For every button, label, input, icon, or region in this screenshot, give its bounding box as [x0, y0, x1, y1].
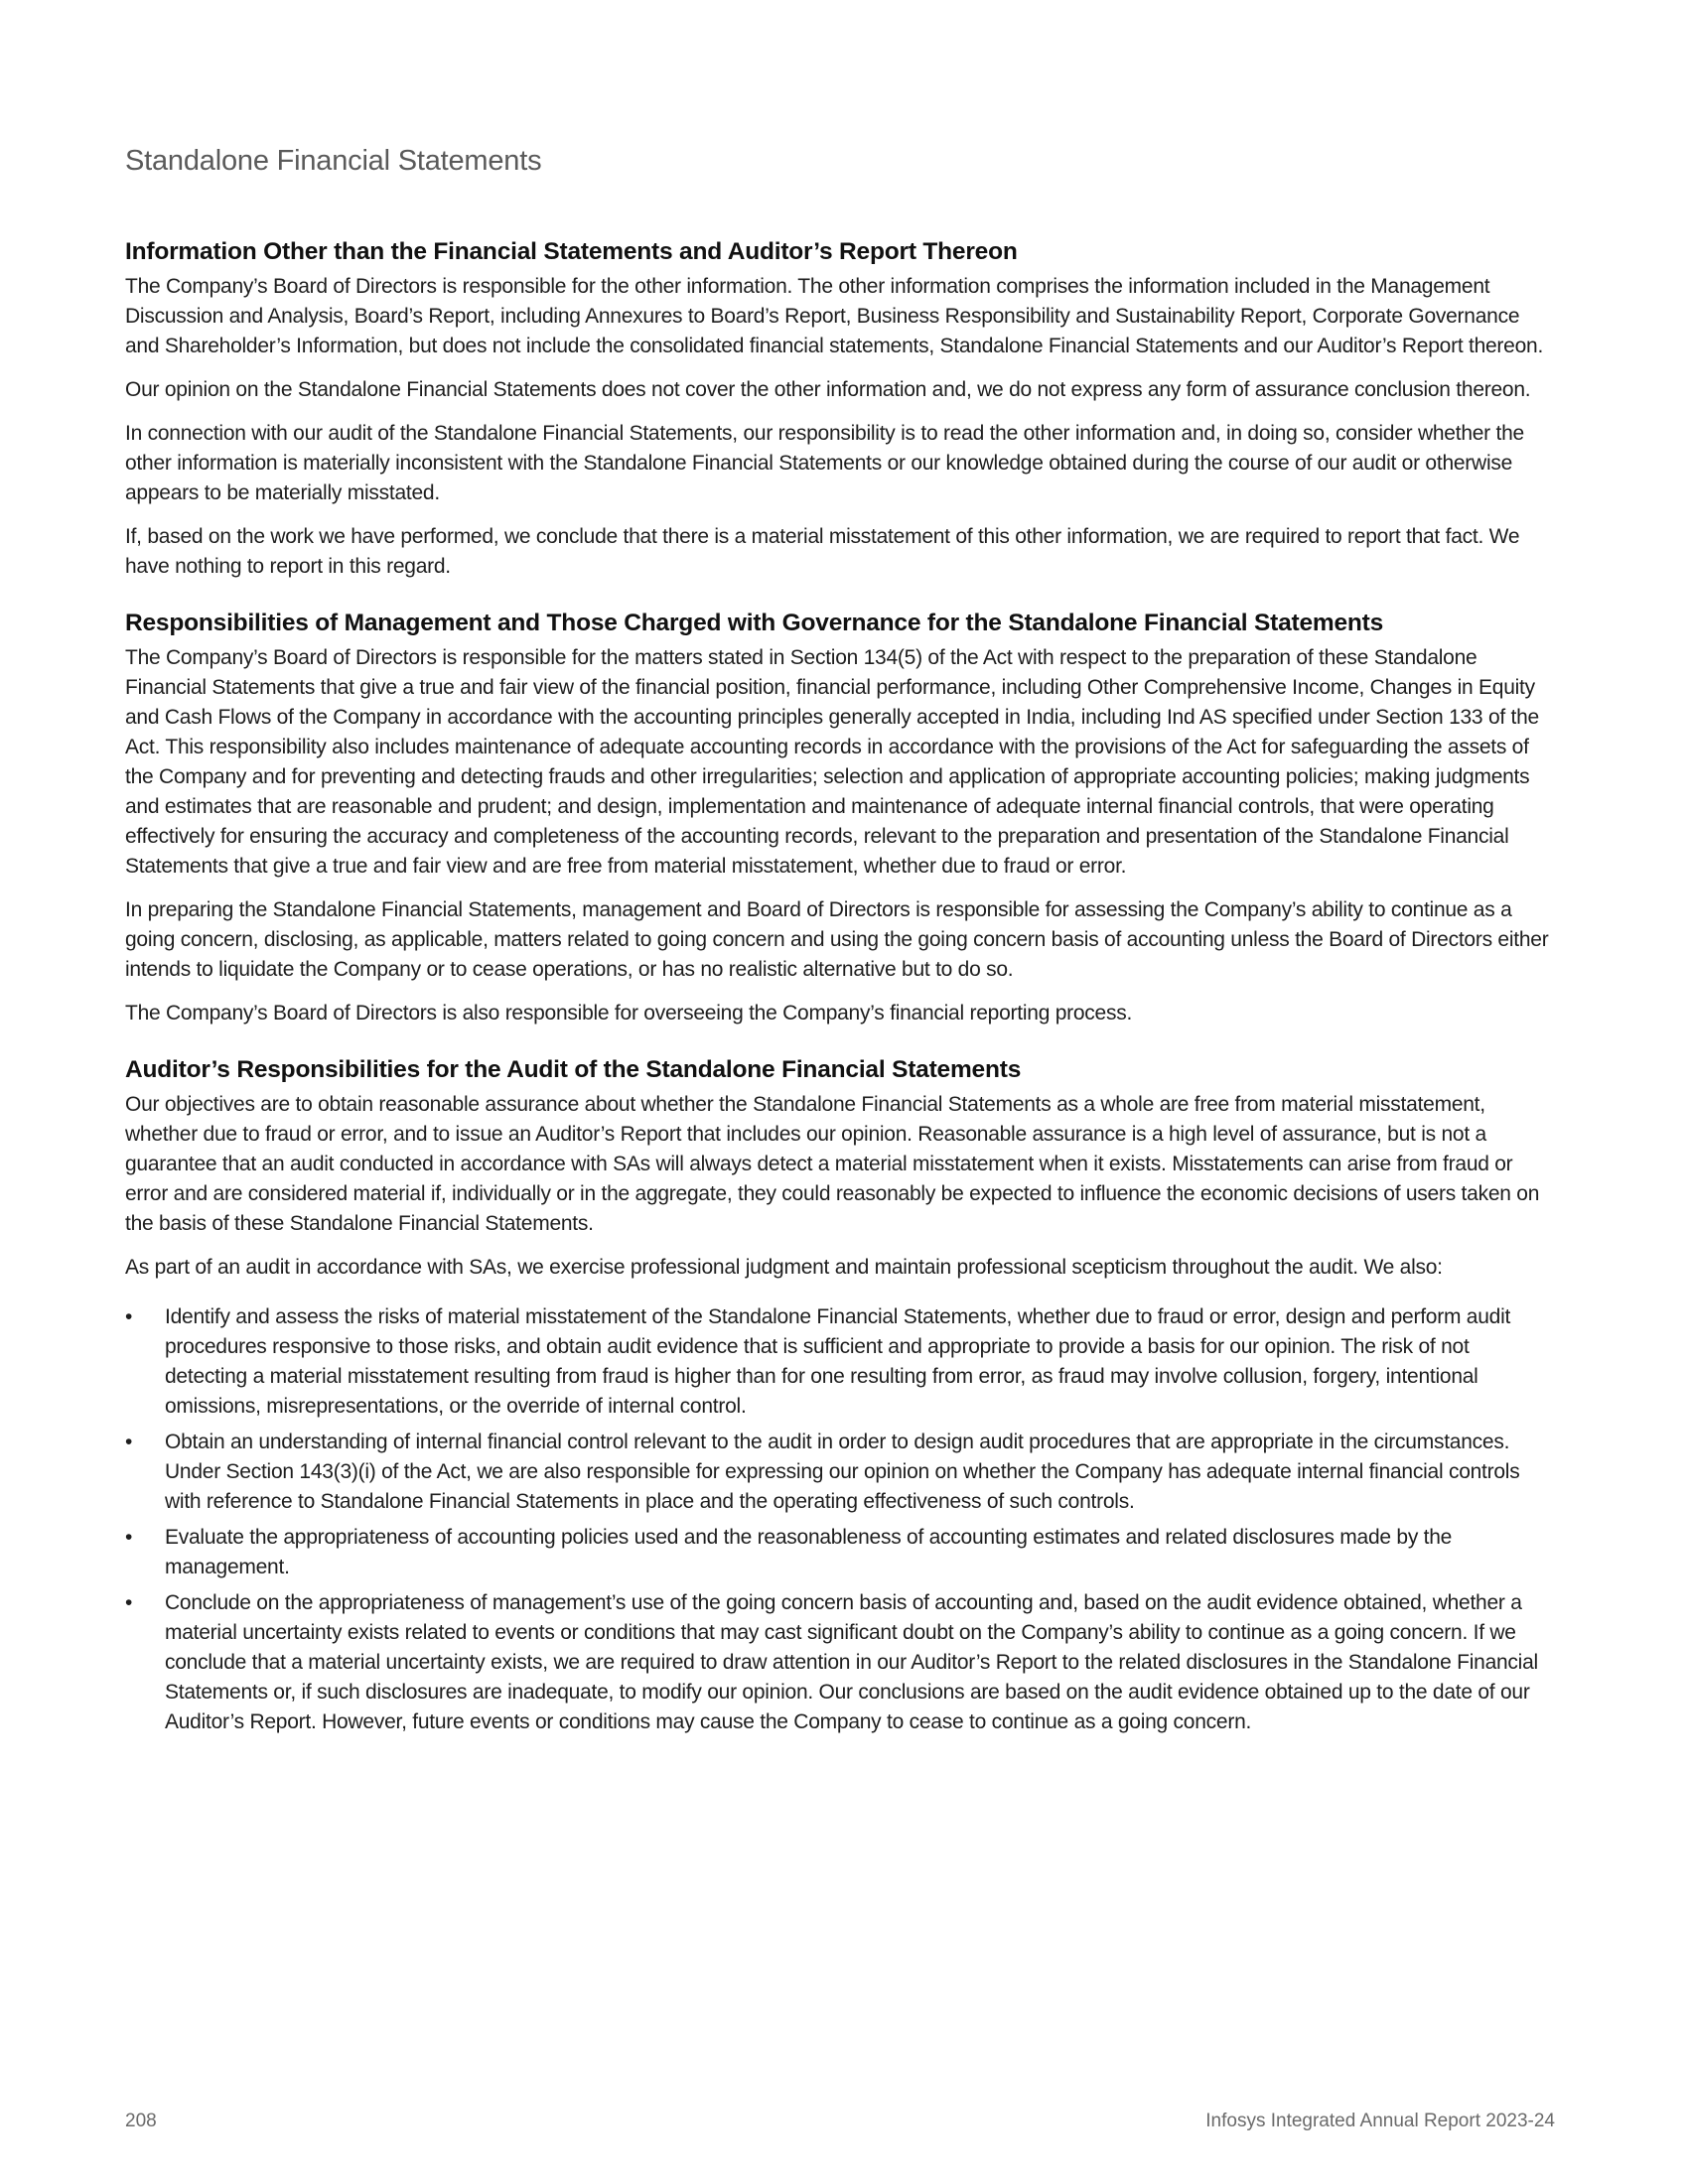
- footer-page-number: 208: [125, 2111, 157, 2131]
- list-item-text: Conclude on the appropriateness of management’s use of the going concern basis of accounting and, based on the audit evidence obtained, whether a material uncertainty exists related to events or conditions that may cast significant doubt on the Company’s ability to continue as a going concern. If we conclude that a material uncertainty exists, we are required to draw attention in our Auditor’s Report to the related disclosures in the Standalone Financial Statements or, if such disclosures are inadequate, to modify our opinion. Our conclusions are based on the audit evidence obtained up to the date of our Auditor’s Report. However, future events or conditions may cause the Company to cease to continue as a going concern.: [165, 1590, 1538, 1733]
- footer-report-title: Infosys Integrated Annual Report 2023-24: [1205, 2111, 1555, 2131]
- section-heading: Auditor’s Responsibilities for the Audit of the Standalone Financial Statements: [125, 1055, 1022, 1083]
- paragraph: The Company’s Board of Directors is also responsible for overseeing the Company’s financial reporting process.: [125, 1001, 1133, 1024]
- paragraph: The Company’s Board of Directors is responsible for the other information. The other information comprises the information included in the Management Discussion and Analysis, Board’s Report, including Annexures to Board’s Report, Business Responsibility and Sustainability Report, Corporate Governance and Shareholder’s Information, but does not include the consolidated financial statements, Standalone Financial Statements and our Auditor’s Report thereon.: [125, 274, 1544, 357]
- paragraph: In connection with our audit of the Standalone Financial Statements, our responsibility is to read the other information and, in doing so, consider whether the other information is materially inconsistent with the Standalone Financial Statements or our knowledge obtained during the course of our audit or otherwise appears to be materially misstated.: [125, 421, 1524, 504]
- document-body: [125, 236, 1555, 1763]
- bullet-icon: •: [125, 1304, 133, 1328]
- list-item: [125, 1302, 1555, 1422]
- list-item-text: Obtain an understanding of internal financial control relevant to the audit in order to design audit procedures that are appropriate in the circumstances. Under Section 143(3)(i) of the Act, we are also responsible for expressing our opinion on whether the Company has adequate internal financial controls with reference to Standalone Financial Statements in place and the operating effectiveness of such controls.: [165, 1430, 1520, 1513]
- bullet-icon: •: [125, 1525, 133, 1549]
- paragraph: Our objectives are to obtain reasonable assurance about whether the Standalone Financial Statements as a whole are free from material misstatement, whether due to fraud or error, and to issue an Auditor’s Report that includes our opinion. Reasonable assurance is a high level of assurance, but is not a guarantee that an audit conducted in accordance with SAs will always detect a material misstatement when it exists. Misstatements can arise from fraud or error and are considered material if, individually or in the aggregate, they could reasonably be expected to influence the economic decisions of users taken on the basis of these Standalone Financial Statements.: [125, 1092, 1540, 1235]
- list-item-text: Identify and assess the risks of material misstatement of the Standalone Financial Statements, whether due to fraud or error, design and perform audit procedures responsive to those risks, and obtain audit evidence that is sufficient and appropriate to provide a basis for our opinion. The risk of not detecting a material misstatement resulting from fraud is higher than for one resulting from error, as fraud may involve collusion, forgery, intentional omissions, misrepresentations, or the override of internal control.: [165, 1304, 1511, 1418]
- section-other-information: [125, 236, 1555, 582]
- paragraph: If, based on the work we have performed, we conclude that there is a material misstatement of this other information, we are required to report that fact. We have nothing to report in this regard.: [125, 524, 1520, 578]
- paragraph: As part of an audit in accordance with SAs, we exercise professional judgment and maintain professional scepticism throughout the audit. We also:: [125, 1255, 1443, 1279]
- paragraph: Our opinion on the Standalone Financial Statements does not cover the other information and, we do not express any form of assurance conclusion thereon.: [125, 377, 1531, 401]
- bullet-list: [125, 1302, 1555, 1737]
- list-item: [125, 1523, 1555, 1582]
- page-header-title: Standalone Financial Statements: [125, 145, 542, 177]
- list-item-text: Evaluate the appropriateness of accounting policies used and the reasonableness of accounting estimates and related disclosures made by the management.: [165, 1525, 1453, 1578]
- paragraph: In preparing the Standalone Financial Statements, management and Board of Directors is responsible for assessing the Company’s ability to continue as a going concern, disclosing, as applicable, matters related to going concern and using the going concern basis of accounting unless the Board of Directors either intends to liquidate the Company or to cease operations, or has no realistic alternative but to do so.: [125, 897, 1549, 981]
- section-heading: Responsibilities of Management and Those Charged with Governance for the Standalone Financial Statements: [125, 609, 1384, 636]
- list-item: [125, 1588, 1555, 1737]
- paragraph: The Company’s Board of Directors is responsible for the matters stated in Section 134(5) of the Act with respect to the preparation of these Standalone Financial Statements that give a true and fair view of the financial position, financial performance, including Other Comprehensive Income, Changes in Equity and Cash Flows of the Company in accordance with the accounting principles generally accepted in India, including Ind AS specified under Section 133 of the Act. This responsibility also includes maintenance of adequate accounting records in accordance with the provisions of the Act for safeguarding the assets of the Company and for preventing and detecting frauds and other irregularities; selection and application of appropriate accounting policies; making judgments and estimates that are reasonable and prudent; and design, implementation and maintenance of adequate internal financial controls, that were operating effectively for ensuring the accuracy and completeness of the accounting records, relevant to the preparation and presentation of the Standalone Financial Statements that give a true and fair view and are free from material misstatement, whether due to fraud or error.: [125, 645, 1539, 878]
- section-heading: Information Other than the Financial Statements and Auditor’s Report Thereon: [125, 238, 1018, 265]
- bullet-icon: •: [125, 1590, 133, 1614]
- bullet-icon: •: [125, 1430, 133, 1453]
- section-management-responsibilities: [125, 608, 1555, 1028]
- list-item: [125, 1428, 1555, 1517]
- section-auditor-responsibilities: [125, 1054, 1555, 1737]
